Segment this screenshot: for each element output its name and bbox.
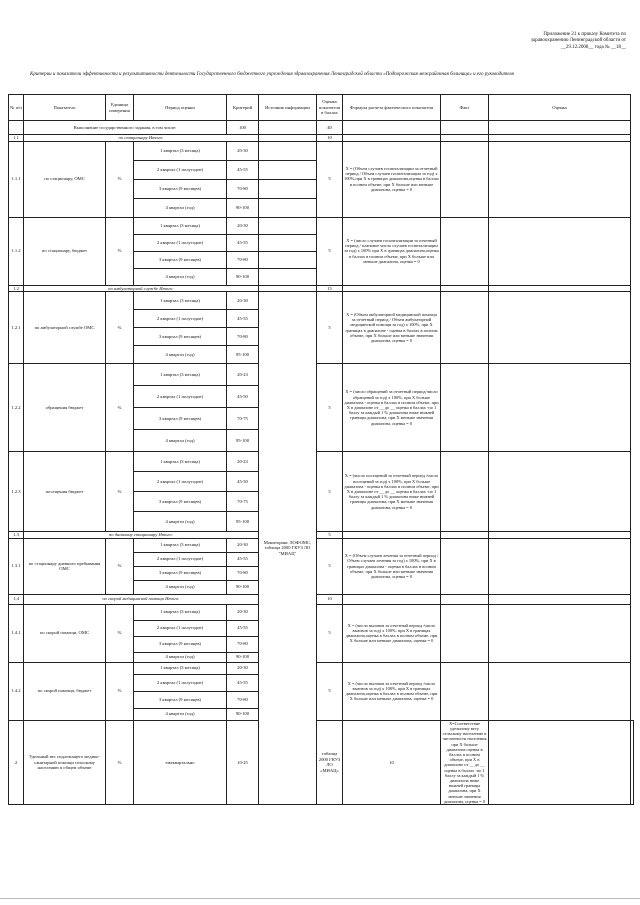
table-row (9, 141, 634, 160)
section-score: 5 (317, 532, 343, 539)
period-cell: 1 квартал (3 месяца) (134, 364, 227, 386)
row-name: Удельный вес подлежащего медико-санитарной помощи сельскому населению в общем объеме (24, 720, 106, 804)
criterion-cell: 45-50 (227, 386, 259, 408)
cell (259, 141, 317, 160)
row-unit: % (106, 662, 134, 720)
row-num: 2 (9, 720, 24, 804)
row-unit: % (106, 452, 134, 532)
criterion-cell: 20-30 (227, 538, 259, 552)
table-row (9, 604, 634, 620)
period-cell: 1 квартал (3 месяца) (134, 538, 227, 552)
criterion-cell: 20-30 (227, 604, 259, 620)
row-name: посещения бюджет (24, 452, 106, 532)
section-num: 1.1 (9, 135, 24, 142)
section-row (9, 285, 634, 292)
cell (441, 532, 489, 539)
assessment-cell (489, 452, 631, 532)
cell (9, 121, 24, 135)
criterion-cell: 70-80 (227, 636, 259, 652)
section-score: 10 (317, 594, 343, 604)
task-score: 40 (317, 121, 343, 135)
row-unit: % (106, 217, 134, 285)
cell (259, 198, 317, 217)
section-row (9, 532, 634, 539)
row-score: 10 (343, 720, 441, 804)
period-cell: 4 квартал (год) (134, 346, 227, 364)
row-name: по стационару, ОМС (24, 141, 106, 217)
source-cell: Мониторинг ЛОФОМС, таблица 2000 ГКУЗ ЛО "МИАЦ" (259, 292, 317, 805)
header-line: __29.12.2008__ года № __18__ (560, 44, 626, 50)
criterion-cell: 20-30 (227, 292, 259, 310)
criterion-cell: 70-75 (227, 492, 259, 512)
section-label: по дневному стационару Итого: (24, 532, 259, 539)
cell (489, 121, 631, 135)
row-num: 1.4.1 (9, 604, 24, 662)
section-num: 1.2 (9, 285, 24, 292)
fact-cell (441, 292, 489, 364)
row-name: по скорой помощи, бюджет (24, 662, 106, 720)
source-cell: таблица 2000 ГКУЗ ЛО «МИАЦ» (317, 720, 343, 804)
cell (343, 121, 441, 135)
section-label: по стационару Итого: (24, 135, 259, 142)
document-header (430, 32, 626, 51)
header-line: здравоохранению Ленинградской области от (530, 38, 626, 44)
period-cell: 2 квартал (1 полугодие) (134, 620, 227, 636)
section-row (9, 594, 634, 604)
period-cell: 3 квартал (9 месяцев) (134, 566, 227, 580)
period-cell: 2 квартал (1 полугодие) (134, 674, 227, 691)
criterion-cell: 45-55 (227, 160, 259, 179)
criterion-cell: 20-30 (227, 662, 259, 674)
period-cell: 2 квартал (1 полугодие) (134, 310, 227, 328)
cell (343, 285, 441, 292)
col-unit: Единица измерения (106, 95, 134, 121)
cell (343, 532, 441, 539)
fact-cell (441, 364, 489, 452)
period-cell: 3 квартал (9 месяцев) (134, 691, 227, 708)
period-cell: 3 квартал (9 месяцев) (134, 408, 227, 430)
col-period: Период оценки (134, 95, 227, 121)
cell (259, 251, 317, 268)
criterion-cell: 70-80 (227, 691, 259, 708)
period-cell: 3 квартал (9 месяцев) (134, 492, 227, 512)
fact-cell (441, 604, 489, 662)
row-formula: X = (Объем случаев госпитализации за отчетный период / Объем случаев госпитализации за год) х 100%,при X в границах диапазона,оценка в баллах в полном объеме, при X больше или меньше диапазона, оценка = 0 (343, 141, 441, 217)
cell (441, 285, 489, 292)
row-name: обращения бюджет (24, 364, 106, 452)
assessment-cell (489, 141, 631, 217)
criterion-cell: 20-23 (227, 364, 259, 386)
criterion-cell: 20-30 (227, 141, 259, 160)
period-cell: 3 квартал (9 месяцев) (134, 328, 227, 346)
row-unit: % (106, 538, 134, 594)
cell (259, 285, 317, 292)
criterion-cell: 10-25 (227, 720, 259, 804)
period-cell: 3 квартал (9 месяцев) (134, 179, 227, 198)
row-unit: % (106, 292, 134, 364)
task-label: Выполнение государственного задания, в том числе: (24, 121, 227, 135)
cell (259, 217, 317, 234)
row-formula: X = (число вызовов за отчетный период /число вызовов за год) х 100%, при X в границах диапазона,оценка в баллах в полном объеме, при X больше или меньше диапазона, оценка = 0 (343, 662, 441, 720)
row-score: 5 (317, 217, 343, 285)
criterion-cell: 45-55 (227, 310, 259, 328)
task-criterion: 100 (227, 121, 259, 135)
col-indicator: Показатель (24, 95, 106, 121)
section-score: 10 (317, 135, 343, 142)
period-cell: 2 квартал (1 полугодие) (134, 160, 227, 179)
row-formula: X=Соответствие удельному весу сельскому населению в численности населения при X больше диапазона оценка в баллах в полном объеме, при X в диапазоне от __ до __ оценка в баллах -по 1 баллу за каждый 1 % диапазона ниже нижней границы диапазона, при X меньше значения диапазона, оценка = 0 (442, 720, 487, 804)
period-cell: 4 квартал (год) (134, 198, 227, 217)
table-row (9, 121, 634, 135)
criterion-cell: 90-100 (227, 198, 259, 217)
cell (343, 594, 441, 604)
row-score: 5 (317, 452, 343, 532)
cell (259, 179, 317, 198)
section-score: 15 (317, 285, 343, 292)
cell (489, 135, 631, 142)
row-num: 1.1.2 (9, 217, 24, 285)
criterion-cell: 45-55 (227, 674, 259, 691)
col-assessment: Оценка (489, 95, 631, 121)
cell (259, 268, 317, 285)
row-num: 1.4.2 (9, 662, 24, 720)
period-cell: 3 квартал (9 месяцев) (134, 636, 227, 652)
assessment-cell (489, 604, 631, 662)
period-cell: 1 квартал (3 месяца) (134, 604, 227, 620)
row-num: 1.2.3 (9, 452, 24, 532)
cell (489, 285, 631, 292)
row-name: по амбулаторной службе ОМС (24, 292, 106, 364)
cell (259, 135, 317, 142)
col-formula: Формула расчета фактического показателя (343, 95, 441, 121)
fact-cell (489, 720, 631, 804)
cell (259, 121, 317, 135)
row-unit: % (106, 364, 134, 452)
period-cell: 1 квартал (3 месяца) (134, 217, 227, 234)
period-cell: 4 квартал (год) (134, 708, 227, 720)
criterion-cell: 95-100 (227, 430, 259, 452)
criterion-cell: 45-55 (227, 620, 259, 636)
section-num: 1.4 (9, 594, 24, 604)
criterion-cell: 70-80 (227, 179, 259, 198)
col-score: Оценка показателя в баллах (317, 95, 343, 121)
period-cell: 1 квартал (3 месяца) (134, 662, 227, 674)
period-cell: 4 квартал (год) (134, 512, 227, 532)
row-formula: X = (число посещений за отчетный период /число посещений за год) х 100%, при X больше диапазона - оценка в баллах в полном объеме, при X в диапазоне от __ до __ оценка в баллах -по 1 баллу за каждый 1 % диапазона ниже нижней границы диапазона, при X меньше значения диапазона, оценка = 0 (343, 452, 441, 532)
criterion-cell: 45-50 (227, 472, 259, 492)
cell (259, 160, 317, 179)
period-cell: 2 квартал (1 полугодие) (134, 234, 227, 251)
cell (441, 135, 489, 142)
document-title: Критерии и показатели эффективности и результативности деятельности Государственного бюджетного учреждения здравоохранения Ленинградской области «Подпорожская межрайонная больница» и его руководителя (30, 72, 514, 77)
section-num: 1.3 (9, 532, 24, 539)
table-row (9, 364, 634, 386)
cell (441, 121, 489, 135)
criterion-cell: 90-100 (227, 708, 259, 720)
row-num: 1.2.2 (9, 364, 24, 452)
assessment-cell (489, 538, 631, 594)
row-num: 1.1.1 (9, 141, 24, 217)
row-score: 5 (317, 292, 343, 364)
cell (441, 594, 489, 604)
assessment-cell (489, 217, 631, 285)
period-cell: 1 квартал (3 месяца) (134, 452, 227, 472)
row-formula: X = (Объем амбулаторной медицинской помощи за отчетный период / Объем амбулаторной медицинской помощи за год) х 100%, при X границах в диапазоне - оценка в баллах в полном объеме, при X больше или меньше значения диапазона, оценка = 0 (343, 292, 441, 364)
row-unit: % (106, 720, 134, 804)
criterion-cell: 70-80 (227, 566, 259, 580)
criterion-cell: 95-100 (227, 346, 259, 364)
row-score: 5 (317, 538, 343, 594)
period-cell: 2 квартал (1 полугодие) (134, 552, 227, 566)
period-cell: 4 квартал (год) (134, 580, 227, 594)
criterion-cell: 20-30 (227, 217, 259, 234)
row-name: по стационару дневного пребывания ОМС (24, 538, 106, 594)
row-score: 5 (317, 141, 343, 217)
fact-cell (441, 538, 489, 594)
cell (489, 594, 631, 604)
criterion-cell: 45-55 (227, 552, 259, 566)
fact-cell (441, 217, 489, 285)
row-name: по скорой помощи, ОМС (24, 604, 106, 662)
table-row (9, 720, 634, 804)
row-score: 5 (317, 604, 343, 662)
criteria-table (8, 94, 634, 805)
period-cell: 3 квартал (9 месяцев) (134, 251, 227, 268)
col-source: Источник информации (259, 95, 317, 121)
section-label: по скорой медицинской помощи Итого: (24, 594, 259, 604)
page-edge (0, 898, 640, 899)
table-row (9, 217, 634, 234)
row-formula: X = (число случаев госпитализации за отчетный период / плановое число случаев госпитализации за год) х 100% при X в границах диапазона,оценка в баллах в полном объеме, при X больше или меньше диапазона, оценка = 0 (343, 217, 441, 285)
section-row (9, 135, 634, 142)
assessment-cell (631, 720, 634, 804)
row-unit: % (106, 141, 134, 217)
fact-cell (441, 452, 489, 532)
criterion-cell: 70-75 (227, 408, 259, 430)
cell (343, 135, 441, 142)
row-formula: X = (число вызовов за отчетный период /число вызовов за год) х 100%, при X в границах диапазона,оценка в баллах в полном объеме, при X больше или меньше диапазона, оценка = 0 (343, 604, 441, 662)
row-formula: X = (число обращений за отчетный период/число обращений за год) х 100%, при X больше диапазона - оценка в баллах в полном объеме, при X в диапазоне от __ до __ оценка в баллах -по 1 баллу за каждый 1 % диапазона ниже нижней границы диапазона, при X меньше значения диапазона, оценка = 0 (343, 364, 441, 452)
period-cell: 2 квартал (1 полугодие) (134, 472, 227, 492)
row-unit: % (106, 604, 134, 662)
row-num: 1.3.1 (9, 538, 24, 594)
cell (259, 234, 317, 251)
table-row (9, 292, 634, 310)
row-score: 5 (317, 662, 343, 720)
col-num: № п/п (9, 95, 24, 121)
criterion-cell: 20-23 (227, 452, 259, 472)
cell (489, 532, 631, 539)
criterion-cell: 70-80 (227, 251, 259, 268)
criterion-cell: 45-55 (227, 234, 259, 251)
period-cell: 4 квартал (год) (134, 268, 227, 285)
period-cell: 1 квартал (3 месяца) (134, 292, 227, 310)
criterion-cell: 90-100 (227, 652, 259, 662)
period-cell: 4 квартал (год) (134, 652, 227, 662)
assessment-cell (489, 662, 631, 720)
assessment-cell (489, 364, 631, 452)
row-formula: X = (Объем случаев лечения за отчетный период / Объем случаев лечения за год) х 100%, при X в границах диапазона - оценка в баллах в полном объеме, при X больше или меньше значения диапазона, оценка = 0 (343, 538, 441, 594)
period-cell: 4 квартал (год) (134, 430, 227, 452)
col-criterion: Критерий (227, 95, 259, 121)
fact-cell (441, 141, 489, 217)
fact-cell (441, 662, 489, 720)
criterion-cell: 95-100 (227, 512, 259, 532)
row-name: по стационару, бюджет (24, 217, 106, 285)
header-row (9, 95, 634, 121)
criterion-cell: 90-100 (227, 580, 259, 594)
period-cell: 2 квартал (1 полугодие) (134, 386, 227, 408)
criterion-cell: 70-80 (227, 328, 259, 346)
row-score: 5 (317, 364, 343, 452)
row-num: 1.2.1 (9, 292, 24, 364)
header-line: Приложение 21 к приказу Комитета по (543, 32, 626, 37)
table-row (9, 538, 634, 552)
period-cell: 1 квартал (3 месяца) (134, 141, 227, 160)
section-label: по амбулаторной службе Итого: (24, 285, 259, 292)
criterion-cell: 90-100 (227, 268, 259, 285)
period-cell: ежеквартально (134, 720, 227, 804)
table-row (9, 452, 634, 472)
col-fact: Факт (441, 95, 489, 121)
table-row (9, 662, 634, 674)
assessment-cell (489, 292, 631, 364)
